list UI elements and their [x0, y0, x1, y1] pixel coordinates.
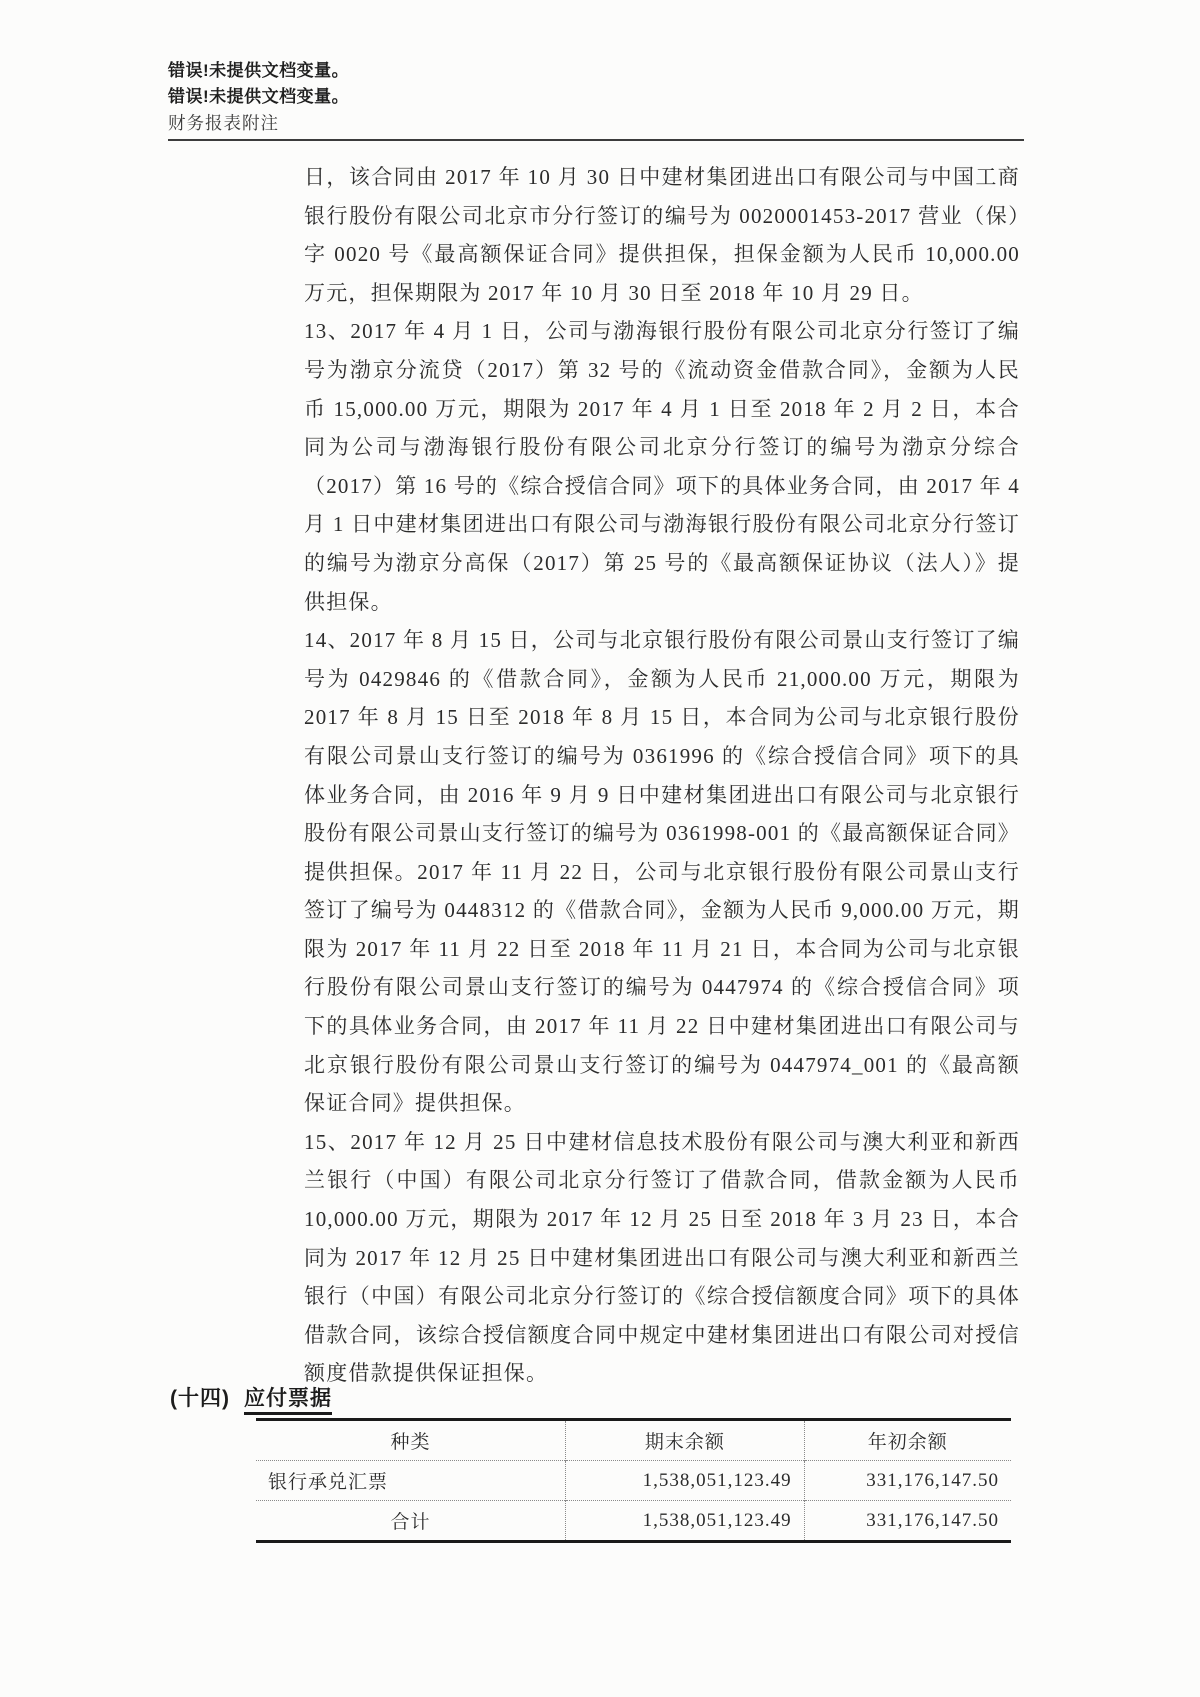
row-label: 银行承兑汇票 — [256, 1461, 566, 1501]
table-row-bank-acceptance — [256, 1461, 1011, 1501]
paragraph-item-15: 15、2017 年 12 月 25 日中建材信息技术股份有限公司与澳大利亚和新西兰银行（中国）有限公司北京分行签订了借款合同，借款金额为人民币 10,000.00 万元，期限为 2017 年 12 月 25 日至 2018 年 3 月 23 日，本合同为 2017 年 12 月 25 日中建材集团进出口有限公司与澳大利亚和新西兰银行（中国）有限公司北京分行签订的《综合授信额度合同》项下的具体借款合同，该综合授信额度合同中规定中建材集团进出口有限公司对授信额度借款提供保证担保。 — [304, 1129, 1020, 1386]
table-header-row — [256, 1420, 1011, 1461]
section-heading — [170, 1382, 332, 1412]
ending-balance-value: 1,538,051,123.49 — [566, 1461, 805, 1501]
total-ending-balance-value: 1,538,051,123.49 — [566, 1501, 805, 1542]
column-header-beginning-balance: 年初余额 — [867, 1432, 948, 1453]
document-body — [304, 158, 1020, 1393]
total-label: 合计 — [256, 1501, 566, 1542]
column-header-type: 种类 — [256, 1420, 566, 1461]
paragraph-continuation: 日，该合同由 2017 年 10 月 30 日中建材集团进出口有限公司与中国工商银行股份有限公司北京市分行签订的编号为 0020001453-2017 营业（保）字 0020 号《最高额保证合同》提供担保，担保金额为人民币 10,000.00 万元，担保期限为 2017 年 10 月 30 日至 2018 年 10 月 29 日。 — [304, 165, 1020, 305]
section-number: (十四) — [170, 1387, 230, 1410]
page-header — [168, 58, 1028, 137]
header-error-line-2: 错误!未提供文档变量。 — [168, 87, 350, 106]
table-row-total — [256, 1501, 1011, 1542]
section-title: 应付票据 — [244, 1387, 332, 1415]
header-error-line-1: 错误!未提供文档变量。 — [168, 61, 350, 80]
total-beginning-balance-value: 331,176,147.50 — [866, 1509, 999, 1531]
header-divider — [168, 139, 1024, 141]
paragraph-item-14: 14、2017 年 8 月 15 日，公司与北京银行股份有限公司景山支行签订了编号为 0429846 的《借款合同》，金额为人民币 21,000.00 万元，期限为 2017 年 8 月 15 日至 2018 年 8 月 15 日，本合同为公司与北京银行股份有限公司景山支行签订的编号为 0361996 的《综合授信合同》项下的具体业务合同，由 2016 年 9 月 9 日中建材集团进出口有限公司与北京银行股份有限公司景山支行签订的编号为 0361998-001 的《最高额保证合同》提供担保。2017 年 11 月 22 日，公司与北京银行股份有限公司景山支行签订了编号为 0448312 的《借款合同》，金额为人民币 9,000.00 万元，期限为 2017 年 11 月 22 日至 2018 年 11 月 21 日，本合同为公司与北京银行股份有限公司景山支行签订的编号为 0447974 的《综合授信合同》项下的具体业务合同，由 2017 年 11 月 22 日中建材集团进出口有限公司与北京银行股份有限公司景山支行签订的编号为 0447974_001 的《最高额保证合同》提供担保。 — [304, 628, 1020, 1116]
header-note-title: 财务报表附注 — [168, 113, 279, 133]
column-header-ending-balance: 期末余额 — [566, 1420, 805, 1461]
beginning-balance-value: 331,176,147.50 — [866, 1469, 999, 1491]
notes-payable-table — [256, 1418, 1011, 1543]
paragraph-item-13: 13、2017 年 4 月 1 日，公司与渤海银行股份有限公司北京分行签订了编号为渤京分流贷（2017）第 32 号的《流动资金借款合同》，金额为人民币 15,000.00 万元，期限为 2017 年 4 月 1 日至 2018 年 2 月 2 日，本合同为公司与渤海银行股份有限公司北京分行签订的编号为渤京分综合（2017）第 16 号的《综合授信合同》项下的具体业务合同，由 2017 年 4 月 1 日中建材集团进出口有限公司与渤海银行股份有限公司北京分行签订的编号为渤京分高保（2017）第 25 号的《最高额保证协议（法人）》提供担保。 — [304, 319, 1020, 614]
